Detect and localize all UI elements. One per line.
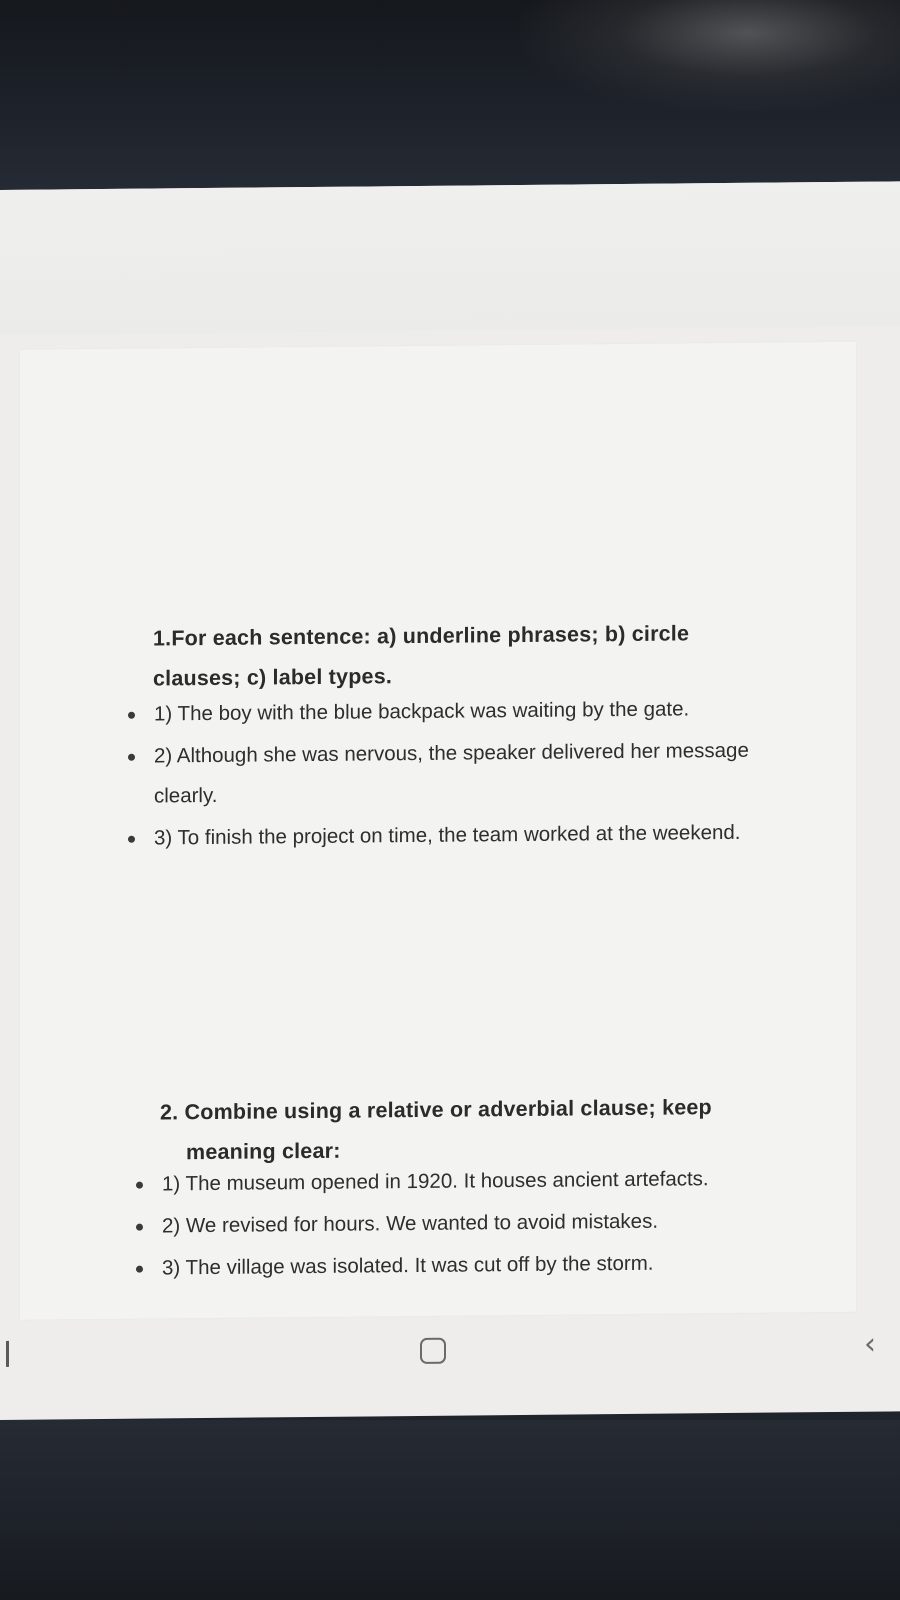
- list-item-text: 2) We revised for hours. We wanted to avoid mistakes.: [162, 1209, 659, 1238]
- section-2-title-line-2: meaning clear:: [186, 1138, 341, 1165]
- list-item: [128, 731, 758, 817]
- device-screen: [0, 181, 900, 1420]
- list-item: [136, 1201, 776, 1247]
- recents-icon[interactable]: [6, 1341, 9, 1367]
- section-1-list: [128, 689, 758, 861]
- status-area: [0, 181, 900, 335]
- home-icon[interactable]: [420, 1338, 446, 1364]
- list-item-text: 1) The boy with the blue backpack was waiting by the gate.: [154, 697, 690, 726]
- list-item-text: 3) To finish the project on time, the team worked at the weekend.: [154, 820, 741, 850]
- bullet-icon: [128, 836, 135, 843]
- device-top-bezel: [0, 0, 900, 200]
- bullet-icon: [136, 1182, 143, 1189]
- list-item: [136, 1159, 776, 1205]
- bullet-icon: [136, 1266, 143, 1273]
- document-page[interactable]: [20, 342, 856, 1320]
- navigation-bar: [0, 1313, 900, 1388]
- list-item-text: 3) The village was isolated. It was cut off by the storm.: [162, 1251, 654, 1280]
- back-icon[interactable]: ‹: [864, 1326, 876, 1362]
- bullet-icon: [136, 1224, 143, 1231]
- bullet-icon: [128, 754, 135, 761]
- reflection-glare: [520, 0, 900, 110]
- list-item-text: 2) Although she was nervous, the speaker delivered her message clearly.: [154, 738, 749, 808]
- section-2-title-line-1: 2. Combine using a relative or adverbial clause; keep: [160, 1095, 712, 1125]
- bullet-icon: [128, 712, 135, 719]
- list-item: [136, 1243, 776, 1289]
- section-1-title: 1.For each sentence: a) underline phrases; b) circle clauses; c) label types.: [153, 621, 690, 691]
- list-item: [128, 689, 758, 735]
- list-item: [128, 813, 758, 859]
- section-2-list: [136, 1159, 776, 1291]
- list-item-text: 1) The museum opened in 1920. It houses ancient artefacts.: [162, 1167, 709, 1196]
- device-bottom-bezel: [0, 1420, 900, 1600]
